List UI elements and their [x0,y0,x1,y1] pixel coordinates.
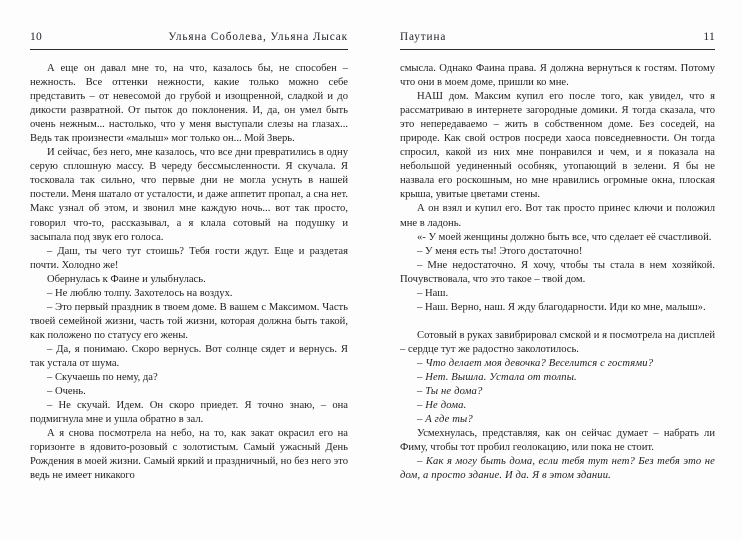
paragraph: – Это первый праздник в твоем доме. В вашем с Максимом. Часть твоей семейной жизни, часть той жизни, которая должна быть такой, как положено по статусу его жены. [30,301,348,341]
paragraph: Усмехнулась, представляя, как он сейчас думает – набрать ли Фиму, чтобы тот пробил геолокацию, или пока не стоит. [400,428,715,454]
paragraph: – Очень. [47,386,86,398]
paragraph: – Не люблю толпу. Захотелось на воздух. [47,287,233,299]
sms-line: – Нет. Вышла. Устала от толпы. [417,371,577,383]
paragraph: – Да, я понимаю. Скоро вернусь. Вот солнце сядет и вернусь. Я так устала от шума. [30,343,348,369]
paragraph: – У меня есть ты! Этого достаточно! [417,245,583,257]
running-head-right [400,30,715,50]
paragraph: – Мне недостаточно. Я хочу, чтобы ты стала в нем хозяйкой. Почувствовала, что это такое – твой дом. [400,259,715,285]
paragraph: НАШ дом. Максим купил его после того, как увидел, что я рассматриваю в интернете загородные домики. Я тогда сказала, что это непередаваемо – жить в собственном доме. Без соседей, на природе. Как свой остров посреди хаоса повседневности. Он тогда спросил, какой из них мне понравился и чем, и я показала на небольшой уединенный особняк, утопающий в зелени. Я бы не назвала его роскошным, но мне нравились огромные окна, плоская крыша, увитые цветами стены. [400,91,715,201]
sms-line: – Что делает моя девочка? Веселится с гостями? [417,357,654,369]
paragraph: А я снова посмотрела на небо, на то, как закат окрасил его на горизонте в ядовито-розовый с золотистым. Самый ужасный День Рождения в моей жизни. Самый яркий и праздничный, но без него это ведь не имеет никакого [30,428,348,482]
sms-line: – Ты не дома? [417,386,483,398]
sms-line: – А где ты? [417,414,473,426]
paragraph: – Скучаешь по нему, да? [47,372,158,384]
paragraph: Обернулась к Фаине и улыбнулась. [47,273,206,285]
paragraph: И сейчас, без него, мне казалось, что все дни превратились в одну серую сплошную массу. В череду бессмысленности. Я скучала. Я тосковала так сильно, что первые дни не могла уснуть в нашей постели. Меня шатало от усталости, и даже аппетит пропал, а сна нет. Макс узнал об этом, и звонил мне каждую ночь... вот так просто, говорил что-то, рассказывал, а я клала сотовый на подушку и засыпала под звук его голоса. [30,147,348,243]
paragraph: «- У моей женщины должно быть все, что сделает её счастливой. [417,231,712,243]
page-number-right: 11 [703,30,715,43]
page-right [371,0,742,540]
paragraph: – Не скучай. Идем. Он скоро приедет. Я точно знаю, – она подмигнула мне и ушла обратно в зал. [30,400,348,426]
paragraph: А он взял и купил его. Вот так просто принес ключи и положил мне в ладонь. [400,203,715,229]
book-title: Паутина [400,31,447,43]
body-text-left [30,62,348,483]
paragraph: – Даш, ты чего тут стоишь? Тебя гости ждут. Еще и раздетая почти. Холодно же! [30,245,348,271]
paragraph: – Наш. Верно, наш. Я жду благодарности. Иди ко мне, малыш». [417,301,706,313]
page-number-left: 10 [30,30,42,43]
paragraph: А еще он давал мне то, на что, казалось бы, не способен – нежность. Все оттенки нежности, какие только можно себе представить – от невесомой до грубой и изощренной, сладкой и до дикости развратной. От пыток до поклонения. И, да, он умел быть очень нежным... настолько, что у меня выступали слезы на глазах... Ведь так произнести «малыш» мог только он... Мой Зверь. [30,63,348,145]
running-head-left [30,30,348,50]
paragraph: Сотовый в руках завибрировал смской и я посмотрела на дисплей – сердце тут же радостно заколотилось. [400,329,715,355]
sms-line: – Как я могу быть дома, если тебя тут нет? Без тебя это не дом, а просто здание. И да. Я в этом здании. [400,456,715,482]
paragraph: – Наш. [417,287,449,299]
author-names: Ульяна Соболева, Ульяна Лысак [168,31,348,43]
scene-break [400,315,715,329]
paragraph-continuation: смысла. Однако Фаина права. Я должна вернуться к гостям. Потому что они в моем доме, пришли ко мне. [400,63,715,89]
body-text-right [400,62,715,483]
sms-line: – Не дома. [417,400,467,412]
